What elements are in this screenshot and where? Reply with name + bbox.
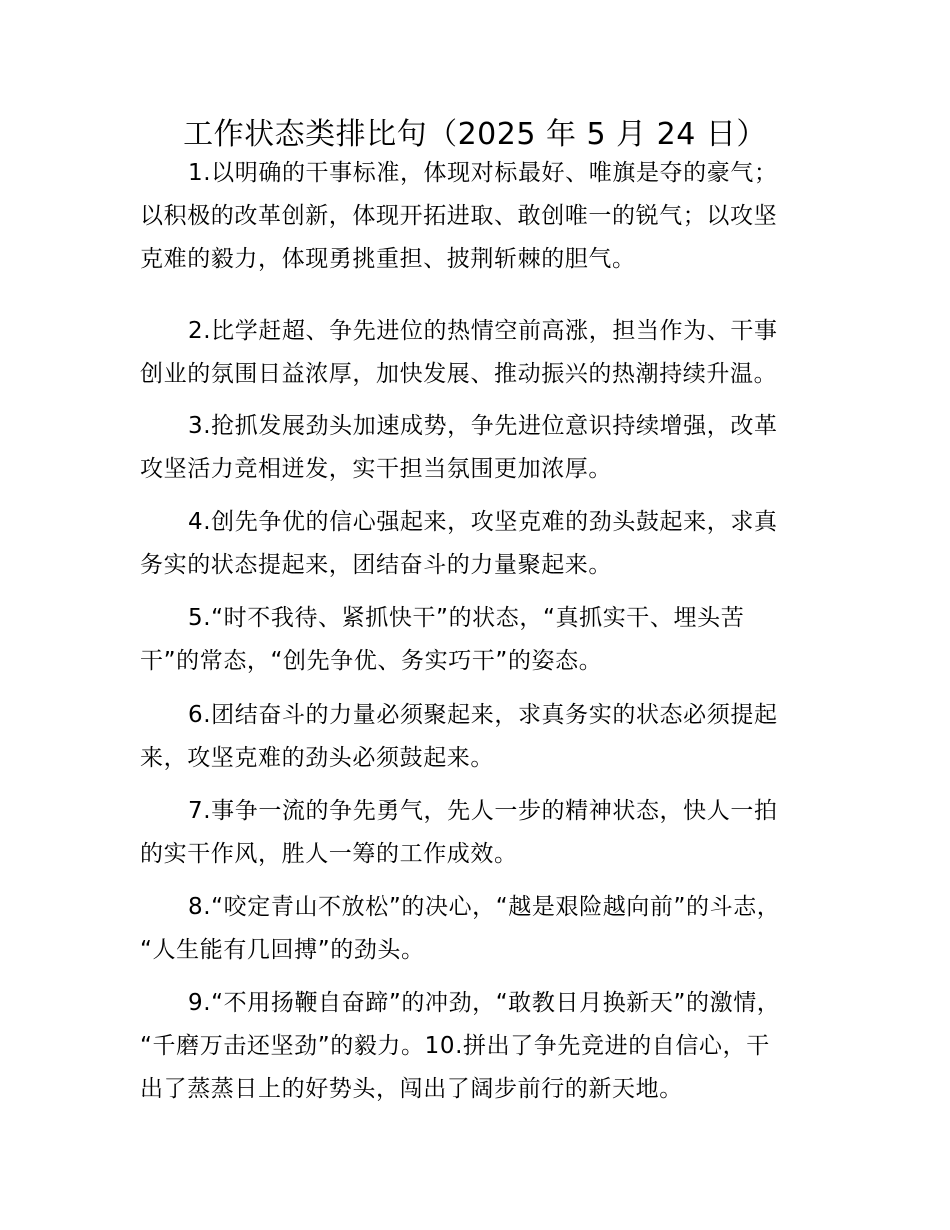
paragraph-line: 4.创先争优的信心强起来，攻坚克难的劲头鼓起来，求真	[188, 509, 778, 535]
paragraph-line: 出了蒸蒸日上的好势头，闯出了阔步前行的新天地。	[140, 1076, 683, 1102]
paragraph-line: 1.以明确的干事标准，体现对标最好、唯旗是夺的豪气；	[188, 160, 778, 186]
paragraph-line: 干”的常态，“创先争优、务实巧干”的姿态。	[140, 648, 603, 674]
paragraph-line: 6.团结奋斗的力量必须聚起来，求真务实的状态必须提起	[188, 702, 778, 728]
paragraph-line: 的实干作风，胜人一筹的工作成效。	[140, 841, 518, 867]
paragraph-5	[140, 597, 840, 683]
document-title: 工作状态类排比句（2025 年 5 月 24 日）	[183, 117, 767, 152]
paragraph-line: 8.“咬定青山不放松”的决心，“越是艰险越向前”的斗志，	[188, 894, 781, 920]
paragraph-7	[140, 790, 840, 876]
paragraph-line: “千磨万击还坚劲”的毅力。10.拼出了争先竞进的自信心，干	[140, 1033, 770, 1059]
paragraph-line: 务实的状态提起来，团结奋斗的力量聚起来。	[140, 552, 612, 578]
paragraph-line: 7.事争一流的争先勇气，先人一步的精神状态，快人一拍	[188, 798, 778, 824]
paragraph-1	[140, 152, 840, 281]
paragraph-6	[140, 694, 840, 780]
paragraph-line: 5.“时不我待、紧抓快干”的状态，“真抓实干、埋头苦	[188, 605, 745, 631]
paragraph-line: 克难的毅力，体现勇挑重担、披荆斩棘的胆气。	[140, 246, 636, 272]
paragraph-line: “人生能有几回搏”的劲头。	[140, 937, 425, 963]
paragraph-line: 攻坚活力竞相迸发，实干担当氛围更加浓厚。	[140, 456, 612, 482]
paragraph-2	[140, 310, 840, 396]
paragraph-line: 以积极的改革创新，体现开拓进取、敢创唯一的锐气；以攻坚	[140, 203, 778, 229]
paragraph-3	[140, 405, 840, 491]
paragraph-line: 2.比学赶超、争先进位的热情空前高涨，担当作为、干事	[188, 318, 778, 344]
paragraph-line: 创业的氛围日益浓厚，加快发展、推动振兴的热潮持续升温。	[140, 361, 778, 387]
paragraph-8	[140, 886, 840, 972]
paragraph-line: 9.“不用扬鞭自奋蹄”的冲劲，“敢教日月换新天”的激情，	[188, 990, 781, 1016]
paragraph-line: 来，攻坚克难的劲头必须鼓起来。	[140, 745, 494, 771]
paragraph-9	[140, 982, 840, 1111]
paragraph-4	[140, 501, 840, 587]
paragraph-line: 3.抢抓发展劲头加速成势，争先进位意识持续增强，改革	[188, 413, 778, 439]
